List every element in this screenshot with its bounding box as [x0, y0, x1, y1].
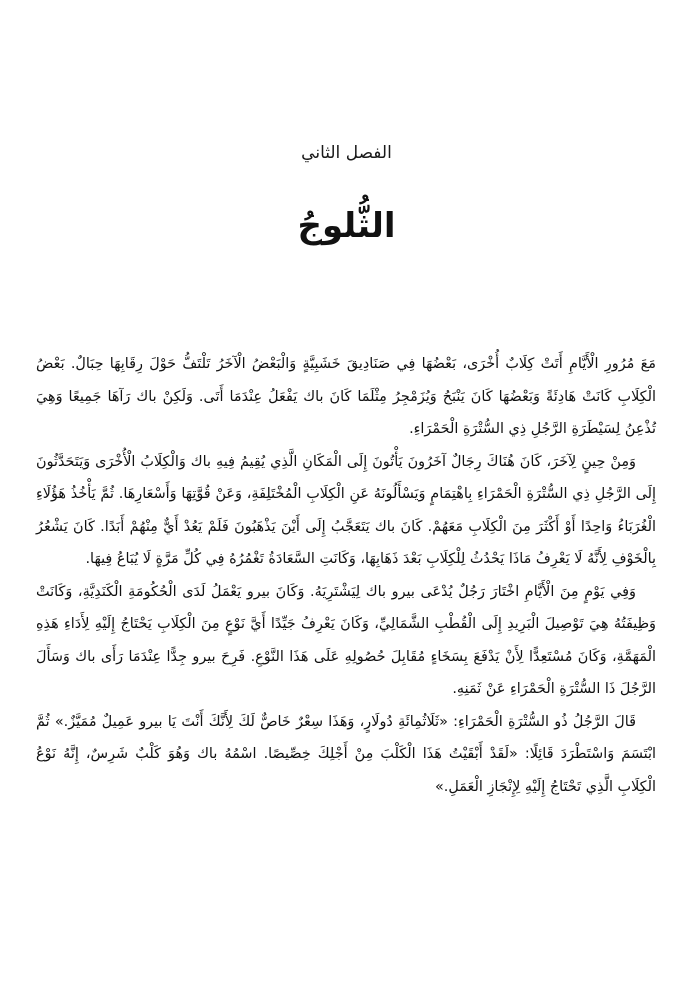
paragraph: قَالَ الرَّجُلُ ذُو السُّتْرَةِ الْحَمْرَاءِ: «ثَلَاثُمِائَةِ دُولَارٍ، وَهَذَا سِعْرٌ خَاصٌّ لَكَ لِأَنَّكَ أَنْتَ يَا بيرو عَمِيلٌ مُمَيَّزٌ.» ثُمَّ ابْتَسَمَ وَاسْتَطْرَدَ قَائِلًا: «لَقَدْ أَبْقَيْتُ هَذَا الْكَلْبَ مِنْ أَجْلِكَ خِصِّيصًا. اسْمُهُ باك وَهُوَ كَلْبٌ شَرِسٌ، إِنَّهُ نَوْعُ الْكِلَابِ الَّذِي تَحْتَاجُ إِلَيْهِ لِإِنْجَازِ الْعَمَلِ.» — [36, 713, 656, 795]
paragraph: مَعَ مُرُورِ الْأَيَّامِ أَتَتْ كِلَابٌ أُخْرَى، بَعْضُهَا فِي صَنَادِيقَ خَشَبِيَّةٍ وَالْبَعْضُ الْآخَرُ تَلْتَفُّ حَوْلَ رِقَابِهَا حِبَالٌ. بَعْضُ الْكِلَابِ كَانَتْ هَادِئَةً وَبَعْضُهَا كَانَ يَنْبَحُ وَيُزَمْجِرُ مِثْلَمَا كَانَ باك يَفْعَلُ عِنْدَمَا أَتَى. وَلَكِنْ باك رَآهَا جَمِيعًا وَهِيَ تُذْعِنُ لِسَيْطَرَةِ الرَّجُلِ ذِي السُّتْرَةِ الْحَمْرَاءِ. — [36, 356, 656, 437]
chapter-body — [36, 348, 656, 803]
paragraph: وَفِي يَوْمٍ مِنَ الْأَيَّامِ اخْتَارَ رَجُلٌ يُدْعَى بيرو باك لِيَشْتَرِيَهُ. وَكَانَ بيرو يَعْمَلُ لَدَى الْحُكُومَةِ الْكَنَدِيَّةِ، وَكَانَتْ وَظِيفَتُهُ هِيَ تَوْصِيلَ الْبَرِيدِ إِلَى الْقُطْبِ الشَّمَالِيِّ، وَكَانَ يَعْرِفُ جَيِّدًا أَيَّ نَوْعٍ مِنَ الْكِلَابِ يَحْتَاجُ إِلَيْهِ لِأَدَاءِ هَذِهِ الْمَهَمَّةِ، وَكَانَ مُسْتَعِدًّا لِأَنْ يَدْفَعَ بِسَخَاءٍ مُقَابِلَ حُصُولِهِ عَلَى هَذَا النَّوْعِ. فَرِحَ بيرو جِدًّا عِنْدَمَا رَأَى باك وَسَأَلَ الرَّجُلَ ذَا السُّتْرَةِ الْحَمْرَاءِ عَنْ ثَمَنِهِ. — [36, 583, 656, 697]
chapter-label: الفصل الثاني — [301, 143, 392, 163]
chapter-title: الثُّلوجُ — [297, 206, 396, 246]
paragraph: وَمِنْ حِينٍ لِآخَرَ، كَانَ هُنَاكَ رِجَالٌ آخَرُونَ يَأْتُونَ إِلَى الْمَكَانِ الَّذِي يُقِيمُ فِيهِ باك وَالْكِلَابُ الْأُخْرَى وَيَتَحَدَّثُونَ إِلَى الرَّجُلِ ذِي السُّتْرَةِ الْحَمْرَاءِ بِاهْتِمَامٍ وَيَسْأَلُونَهُ عَنِ الْكِلَابِ الْمُخْتَلِفَةِ، وَعَنْ قُوَّتِهَا وَأَسْعَارِهَا. ثُمَّ يَأْخُذُ هَؤُلَاءِ الْغُرَبَاءُ وَاحِدًا أَوْ أَكْثَرَ مِنَ الْكِلَابِ مَعَهُمْ. كَانَ باك يَتَعَجَّبُ إِلَى أَيْنَ يَذْهَبُونَ فَلَمْ يَعُدْ أَيٌّ مِنْهُمْ أَبَدًا. كَانَ يَشْعُرُ بِالْخَوْفِ لِأَنَّهُ لَا يَعْرِفُ مَاذَا يَحْدُثُ لِلْكِلَابِ بَعْدَ ذَهَابِهَا، وَكَانَتِ السَّعَادَةُ تَغْمُرُهُ فِي كُلِّ مَرَّةٍ لَا يُبَاعُ فِيهَا. — [36, 453, 656, 567]
